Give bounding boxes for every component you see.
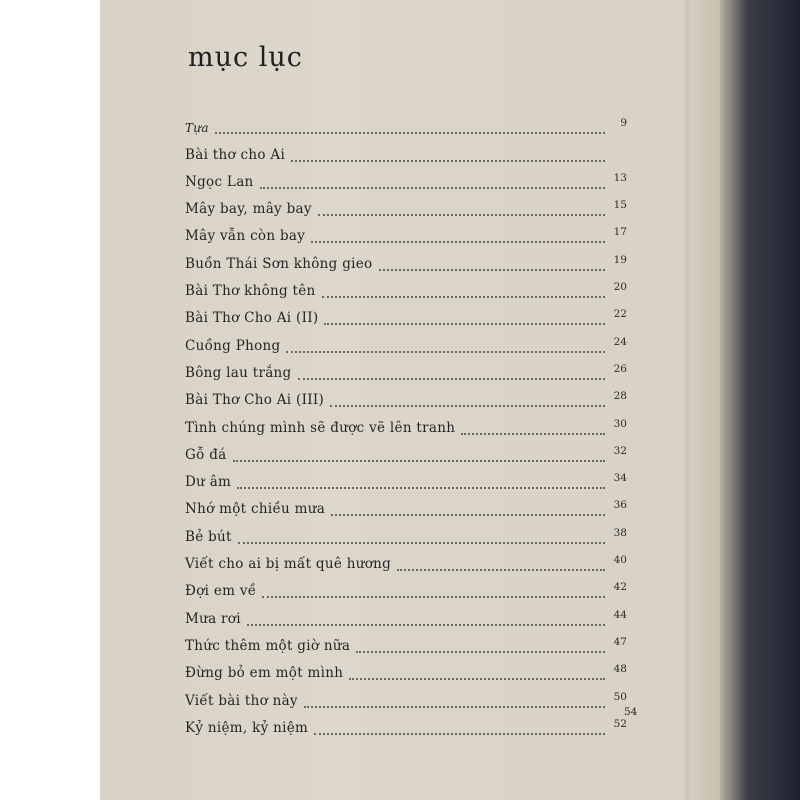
dot-leader: [238, 542, 605, 544]
dot-leader: [397, 569, 605, 571]
toc-entry: [185, 276, 635, 303]
toc-entry-page: 48: [613, 663, 627, 676]
toc-entry: [185, 412, 635, 439]
toc-entry-page: 28: [613, 390, 627, 403]
dot-leader: [286, 351, 605, 353]
toc-entry-title: Bẻ bút: [185, 528, 232, 545]
toc-entry-page: 42: [613, 581, 627, 594]
toc-entry-title: Viết cho ai bị mất quê hương: [185, 556, 392, 573]
trailing-page-number: 54: [624, 706, 638, 718]
toc-entry-title: Bài Thơ Cho Ai (II): [185, 310, 319, 327]
toc-entry-title: Buồn Thái Sơn không gieo: [185, 255, 373, 272]
toc-entry: [185, 139, 635, 166]
toc-entry-page: 40: [613, 554, 627, 567]
dot-leader: [314, 733, 605, 735]
toc-entry: [185, 248, 635, 275]
toc-entry-page: 9: [620, 117, 627, 130]
toc-entry-title: Viết bài thơ này: [185, 692, 298, 709]
background: [0, 0, 100, 800]
dot-leader: [322, 296, 605, 298]
toc-entry: [185, 194, 635, 221]
toc-entry: [185, 658, 635, 685]
toc-entry: [185, 112, 635, 139]
toc-entry-title: Bài Thơ Cho Ai (III): [185, 392, 325, 409]
toc-entry-title: Kỷ niệm, kỷ niệm: [185, 719, 309, 736]
dot-leader: [461, 433, 605, 435]
toc-entry-page: 20: [613, 281, 627, 294]
toc-entry-title: Bài Thơ không tên: [185, 283, 316, 300]
dot-leader: [262, 596, 605, 598]
dot-leader: [260, 187, 605, 189]
dot-leader: [215, 132, 605, 134]
toc-entry-page: 22: [613, 308, 627, 321]
toc-entry-page: 36: [613, 499, 627, 512]
toc-entry-page: 15: [613, 199, 627, 212]
dot-leader: [298, 378, 605, 380]
toc-entry: [185, 330, 635, 357]
toc-entry-title: Đợi em về: [185, 583, 257, 600]
toc-entry-page: 30: [613, 417, 627, 430]
toc-entry: [185, 494, 635, 521]
toc-entry: [185, 521, 635, 548]
toc-entry: [185, 167, 635, 194]
toc-entry-page: 19: [613, 253, 627, 266]
toc-entry: [185, 303, 635, 330]
toc-entry-page: 47: [613, 635, 627, 648]
dot-leader: [304, 706, 605, 708]
toc-entry-title: Gỗ đá: [185, 446, 227, 463]
toc-entry: [185, 631, 635, 658]
toc-entry: [185, 221, 635, 248]
toc-entry-page: 34: [613, 472, 627, 485]
toc-entry: [185, 358, 635, 385]
dot-leader: [330, 405, 605, 407]
toc-entry: [185, 385, 635, 412]
page-stack-edge: [690, 0, 720, 800]
toc-entry-page: 38: [613, 526, 627, 539]
toc-entry-title: Ngọc Lan: [185, 173, 254, 190]
dot-leader: [318, 214, 605, 216]
toc-entry-title: Dư âm: [185, 474, 232, 491]
toc-entry: [185, 440, 635, 467]
dot-leader: [233, 460, 605, 462]
table-of-contents: [185, 112, 638, 740]
toc-entry-title: Mưa rơi: [185, 610, 241, 627]
toc-entry: [185, 549, 635, 576]
dot-leader: [331, 514, 605, 516]
toc-entry-title: Tình chúng mình sẽ được vẽ lên tranh: [185, 419, 456, 436]
dot-leader: [291, 160, 605, 162]
toc-entry-page: 13: [613, 171, 627, 184]
toc-entry: [185, 576, 635, 603]
toc-entry-page: 52: [613, 717, 627, 730]
dot-leader: [356, 651, 605, 653]
toc-entry-page: 50: [613, 690, 627, 703]
toc-entry-page: 17: [613, 226, 627, 239]
toc-entry-title: Nhớ một chiều mưa: [185, 501, 326, 518]
dot-leader: [349, 678, 605, 680]
dot-leader: [379, 269, 605, 271]
toc-entry-page: 26: [613, 362, 627, 375]
toc-entry-title: Bông lau trắng: [185, 364, 292, 381]
toc-entry-title: Bài thơ cho Ai: [185, 146, 286, 163]
toc-entry: [185, 603, 635, 630]
dot-leader: [237, 487, 605, 489]
toc-entry-page: 44: [613, 608, 627, 621]
toc-entry-title: Mây vẫn còn bay: [185, 228, 306, 245]
dot-leader: [324, 323, 605, 325]
toc-entry-title: Đừng bỏ em một mình: [185, 665, 344, 682]
dot-leader: [247, 624, 605, 626]
toc-entry-title: Thức thêm một giờ nữa: [185, 637, 351, 654]
toc-entry-title: Mây bay, mây bay: [185, 201, 312, 218]
toc-entry: [185, 685, 635, 712]
toc-entry-title: Tựa: [185, 121, 209, 136]
page-title: mục lục: [188, 42, 303, 73]
toc-entry-title: Cuồng Phong: [185, 337, 281, 354]
toc-entry-page: 24: [613, 335, 627, 348]
toc-entry: [185, 713, 635, 740]
dot-leader: [311, 241, 605, 243]
toc-entry-page: 32: [613, 444, 627, 457]
toc-entry: [185, 467, 635, 494]
